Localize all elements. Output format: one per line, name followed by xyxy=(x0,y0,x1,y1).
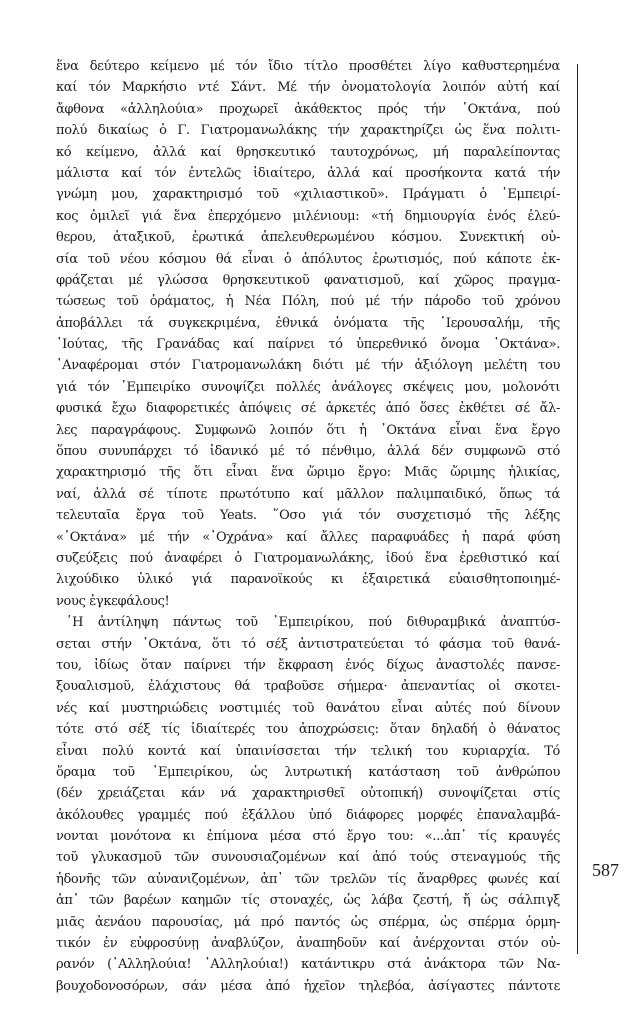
text-line: βουχοδονοσόρων, σάν μέσα ἀπό ἠχεῖον τηλεβόα, ἀσίγαστες πάντοτε xyxy=(56,978,560,994)
text-line: θερου, ἀταξικοῦ, ἐρωτικά ἀπελευθερωμένου κόσμου. Συνεκτική οὐ- xyxy=(56,230,560,246)
text-line: ῾Η ἀντίληψη πάντως τοῦ ᾽Εμπειρίκου, πού διθυραμβικά ἀναπτύσ- xyxy=(66,615,560,631)
text-line: ναί, ἀλλά σέ τίποτε πρωτότυπο καί μᾶλλον παλιμπαιδικό, ὅπως τά xyxy=(56,486,560,502)
text-line: τώσεως τοῦ ὁράματος, ἡ Νέα Πόλη, πού μέ τήν πάροδο τοῦ χρόνου xyxy=(56,294,560,310)
text-line: τικόν ἐν εὐφροσύνῃ ἀναβλύζον, ἀναπηδοῦν καί ἀνέρχονται στόν οὐ- xyxy=(56,936,560,952)
text-line: λες παραγράφους. Συμφωνῶ λοιπόν ὅτι ἡ ᾽Οκτάνα εἶναι ἕνα ἔργο xyxy=(56,422,560,438)
text-line: γιά τόν ᾽Εμπειρίκο συνοψίζει πολλές ἀνάλογες σκέψεις μου, μολονότι xyxy=(56,379,560,395)
text-line: γνώμη μου, χαρακτηρισμό τοῦ «χιλιαστικοῦ». Πράγματι ὁ ᾽Εμπειρί- xyxy=(56,187,560,203)
text-line: νους ἐγκεφάλους! xyxy=(56,593,170,609)
text-line: σεται στήν ᾽Οκτάνα, ὅτι τό σέξ ἀντιστρατεύεται τό φάσμα τοῦ θανά- xyxy=(56,636,560,652)
text-line: ξουαλισμοῦ, ἐλάχιστους θά τραβοῦσε σήμερα· ἀπεναντίας οἱ σκοτει- xyxy=(56,679,560,695)
text-line: ἀκόλουθες γραμμές πού ἐξάλλου ὑπό διάφορες μορφές ἐπαναλαμβά- xyxy=(56,807,560,823)
text-line: ᾽Ιούτας, τῆς Γρανάδας καί παίρνει τό ὑπερεθνικό ὄνομα ᾽Οκτάνα». xyxy=(56,337,560,353)
text-line: τοῦ γλυκασμοῦ τῶν συνουσιαζομένων καί ἀπό τούς στεναγμούς τῆς xyxy=(56,850,560,866)
text-line: του, ἰδίως ὅταν παίρνει τήν ἔκφραση ἑνός δίχως ἀναστολές πανσε- xyxy=(56,657,560,673)
text-line: συζεύξεις πού ἀναφέρει ὁ Γιατρομανωλάκης, ἰδού ἕνα ἐρεθιστικό καί xyxy=(56,550,560,566)
text-line: φράζεται μέ γλώσσα θρησκευτικοῦ φανατισμοῦ, καί χῶρος πραγμα- xyxy=(56,272,560,288)
text-line: ὅραμα τοῦ ᾽Εμπειρίκου, ὡς λυτρωτική κατάσταση τοῦ ἀνθρώπου xyxy=(56,764,560,780)
margin-rule xyxy=(577,64,578,954)
body-text xyxy=(56,56,560,997)
text-line: κό κείμενο, ἀλλά καί θρησκευτικό ταυτοχρόνως, μή παραλείποντας xyxy=(56,144,560,160)
text-line: ρανόν (᾽Αλληλούια! ᾽Αλληλούια!) κατάντικρυ στά ἀνάκτορα τῶν Να- xyxy=(56,957,560,973)
text-line: (δέν χρειάζεται κάν νά χαρακτηρισθεῖ οὐτοπική) συνοψίζεται στίς xyxy=(56,786,560,802)
text-line: εἶναι πολύ κοντά καί ὑπαινίσσεται τήν τελική του κυριαρχία. Τό xyxy=(56,743,560,759)
page-number: 587 xyxy=(592,860,619,880)
text-line: ἡδονῆς τῶν αὐνανιζομένων, ἀπ᾽ τῶν τρελῶν τίς ἄναρθρες φωνές καί xyxy=(56,871,560,887)
text-line: λιχούδικο ὑλικό γιά παρανοϊκούς κι ἐξαιρετικά εὐαισθητοποιημέ- xyxy=(56,572,560,588)
text-line: πολύ δικαίως ὁ Γ. Γιατρομανωλάκης τήν χαρακτηρίζει ὡς ἕνα πολιτι- xyxy=(56,123,560,139)
text-line: νονται μονότονα κι ἐπίμονα μέσα στό ἔργο του: «...ἀπ᾽ τίς κραυγές xyxy=(56,829,560,845)
text-line: σία τοῦ νέου κόσμου θά εἶναι ὁ ἀπόλυτος ἐρωτισμός, πού κάποτε ἐκ- xyxy=(56,251,560,267)
text-line: φυσικά ἔχω διαφορετικές ἀπόψεις σέ ἀρκετές ἀπό ὅσες ἐκθέτει σέ ἄλ- xyxy=(56,401,560,417)
text-line: τότε στό σέξ τίς ἰδιαίτερές του ἀποχρώσεις: ὅταν δηλαδή ὁ θάνατος xyxy=(56,722,560,738)
text-line: ᾽Αναφέρομαι στόν Γιατρομανωλάκη διότι μέ τήν ἀξιόλογη μελέτη του xyxy=(56,358,560,374)
text-line: μιᾶς ἀενάου παρουσίας, μά πρό παντός ὡς σπέρμα, ὡς σπέρμα ὁρμη- xyxy=(56,914,560,930)
text-line: τελευταῖα ἔργα τοῦ Yeats. ῞Οσο γιά τόν συσχετισμό τῆς λέξης xyxy=(56,508,560,524)
text-line: νές καί μυστηριώδεις νοστιμιές τοῦ θανάτου εἶναι αὐτές πού δίνουν xyxy=(56,700,560,716)
text-line: ὅπου συνυπάρχει τό ἰδανικό μέ τό πένθιμο, ἀλλά δέν συμφωνῶ στό xyxy=(56,444,560,460)
text-line: χαρακτηρισμό τῆς ὅτι εἶναι ἕνα ὥριμο ἔργο: Μιᾶς ὥριμης ἡλικίας, xyxy=(56,465,560,481)
text-line: ἕνα δεύτερο κείμενο μέ τόν ἴδιο τίτλο προσθέτει λίγο καθυστερημένα xyxy=(56,59,560,74)
text-line: ἀπ᾽ τῶν βαρέων καημῶν τίς στοναχές, ὡς λάβα ζεστή, ἤ ὡς σάλπιγξ xyxy=(56,893,560,909)
text-line: κος ὁμιλεῖ γιά ἕνα ἐπερχόμενο μιλένιουμ: «τή δημιουργία ἑνός ἐλεύ- xyxy=(56,208,560,224)
text-line: «᾽Οκτάνα» μέ τήν «᾽Οχράνα» καί ἄλλες παραφυάδες ἡ παρά φύση xyxy=(56,529,560,545)
text-line: καί τόν Μαρκήσιο ντέ Σάντ. Μέ τήν ὀνοματολογία λοιπόν αὐτή καί xyxy=(56,80,560,96)
text-line: ἀποβάλλει τά συγκεκριμένα, ἐθνικά ὀνόματα τῆς ῾Ιερουσαλήμ, τῆς xyxy=(56,315,560,331)
text-line: μάλιστα καί τόν ἐντελῶς ἰδιαίτερο, ἀλλά καί προσήκοντα κατά τήν xyxy=(56,165,560,181)
text-line: ἄφθονα «ἀλληλούια» προχωρεῖ ἀκάθεκτος πρός τήν ᾽Οκτάνα, πού xyxy=(56,101,560,117)
